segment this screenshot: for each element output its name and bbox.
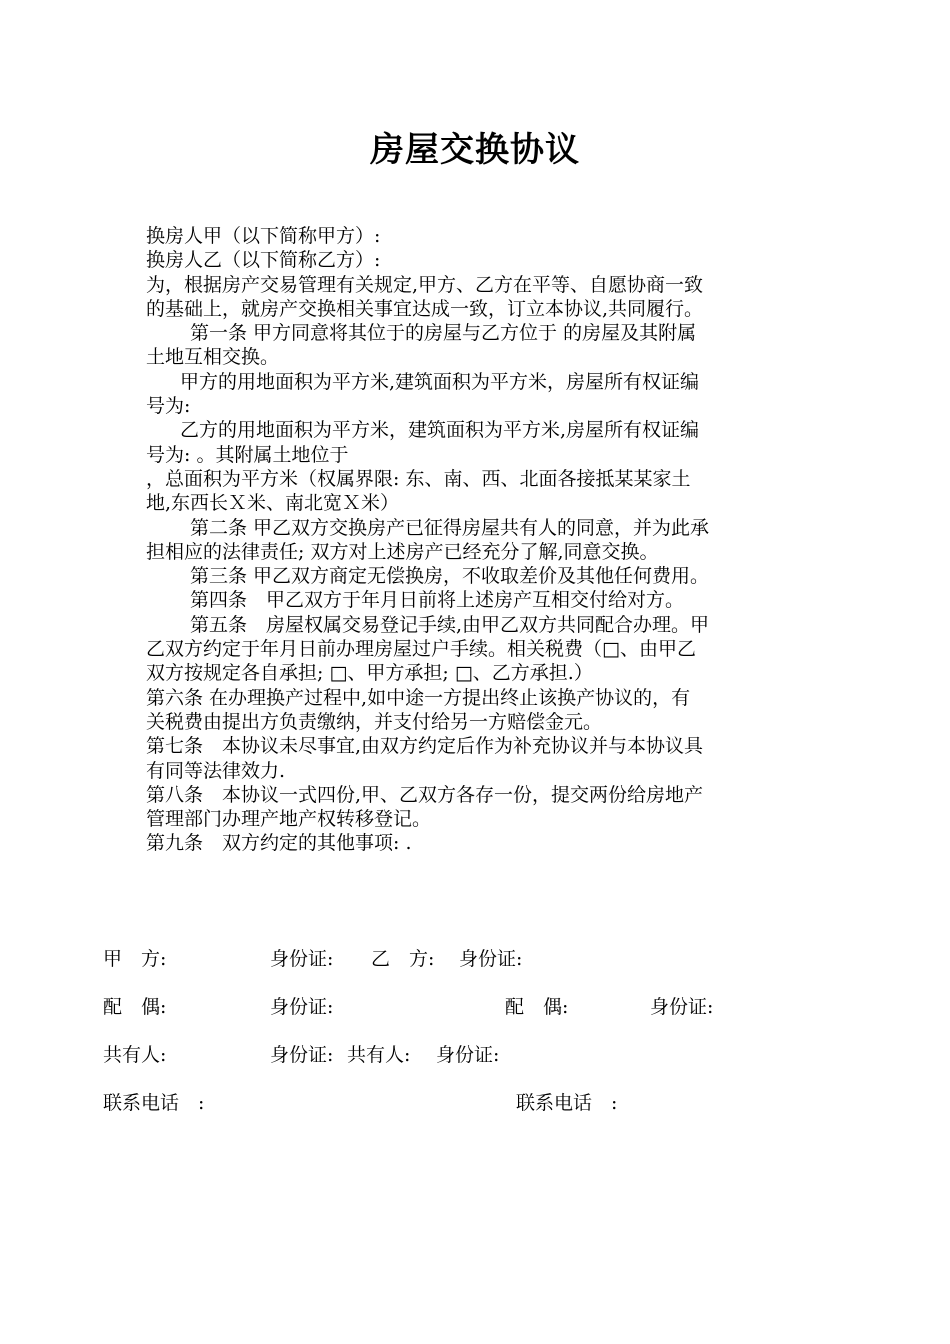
agreement-line: 第四条 甲乙双方于年月日前将上述房产互相交付给对方。: [190, 589, 685, 612]
agreement-line: 第八条 本协议一式四份,甲、乙双方各存一份，提交两份给房地产: [146, 783, 704, 806]
spouse-a-id-label: 身份证:: [270, 996, 334, 1018]
coowner-a-id-label: 身份证:: [270, 1044, 334, 1066]
party-b-label: 乙 方:: [371, 948, 435, 970]
agreement-line: 第三条 甲乙双方商定无偿换房，不收取差价及其他任何费用。: [190, 565, 710, 588]
agreement-line: 甲方的用地面积为平方米,建筑面积为平方米，房屋所有权证编: [180, 370, 700, 393]
spouse-b-label: 配 偶:: [505, 996, 569, 1018]
document-title: 房屋交换协议: [370, 130, 580, 170]
agreement-line: 第七条 本协议未尽事宜,由双方约定后作为补充协议并与本协议具: [146, 735, 704, 758]
agreement-line: 为，根据房产交易管理有关规定,甲方、乙方在平等、自愿协商一致: [146, 273, 704, 296]
coowner-b-label: 共有人:: [347, 1044, 411, 1066]
agreement-line: 土地互相交换。: [146, 346, 280, 369]
party-a-id-label: 身份证:: [270, 948, 334, 970]
coowner-a-label: 共有人:: [103, 1044, 167, 1066]
coowner-b-id-label: 身份证:: [436, 1044, 500, 1066]
agreement-line: 的基础上，就房产交换相关事宜达成一致，订立本协议,共同履行。: [146, 297, 704, 320]
agreement-line: 有同等法律效力.: [146, 759, 286, 782]
agreement-line: 第五条 房屋权属交易登记手续,由甲乙双方共同配合办理。甲: [190, 613, 710, 636]
agreement-line: 换房人乙（以下简称乙方）:: [146, 249, 381, 272]
phone-a-label: 联系电话 :: [103, 1092, 205, 1114]
spouse-a-label: 配 偶:: [103, 996, 167, 1018]
agreement-line: 乙双方约定于年月日前办理房屋过户手续。相关税费（□、由甲乙: [146, 638, 696, 661]
agreement-line: 担相应的法律责任; 双方对上述房产已经充分了解,同意交换。: [146, 540, 659, 563]
agreement-line: 乙方的用地面积为平方米，建筑面积为平方米,房屋所有权证编: [180, 419, 700, 442]
agreement-line: 地,东西长Ｘ米、南北宽Ｘ米）: [146, 492, 400, 515]
agreement-line: 第九条 双方约定的其他事项: .: [146, 832, 412, 855]
agreement-line: 换房人甲（以下简称甲方）:: [146, 225, 381, 247]
agreement-line: 关税费由提出方负责缴纳，并支付给另一方赔偿金元。: [146, 710, 603, 733]
agreement-line: 第六条 在办理换产过程中,如中途一方提出终止该换产协议的，有: [146, 686, 691, 709]
agreement-line: 双方按规定各自承担; □、甲方承担; □、乙方承担.）: [146, 662, 593, 685]
party-a-label: 甲 方:: [103, 948, 167, 970]
party-b-id-label: 身份证:: [459, 948, 523, 970]
agreement-line: 管理部门办理产地产权转移登记。: [146, 808, 432, 831]
phone-b-label: 联系电话 :: [516, 1092, 618, 1114]
agreement-line: 号为:: [146, 395, 191, 418]
agreement-line: 第一条 甲方同意将其位于的房屋与乙方位于 的房屋及其附属: [190, 322, 697, 345]
agreement-body: [146, 224, 810, 856]
agreement-line: 号为: 。其附属土地位于: [146, 443, 349, 466]
spouse-b-id-label: 身份证:: [650, 996, 714, 1018]
agreement-line: 第二条 甲乙双方交换房产已征得房屋共有人的同意，并为此承: [190, 516, 710, 539]
agreement-line: ，总面积为平方米（权属界限: 东、南、西、北面各接抵某某家土: [146, 467, 691, 490]
